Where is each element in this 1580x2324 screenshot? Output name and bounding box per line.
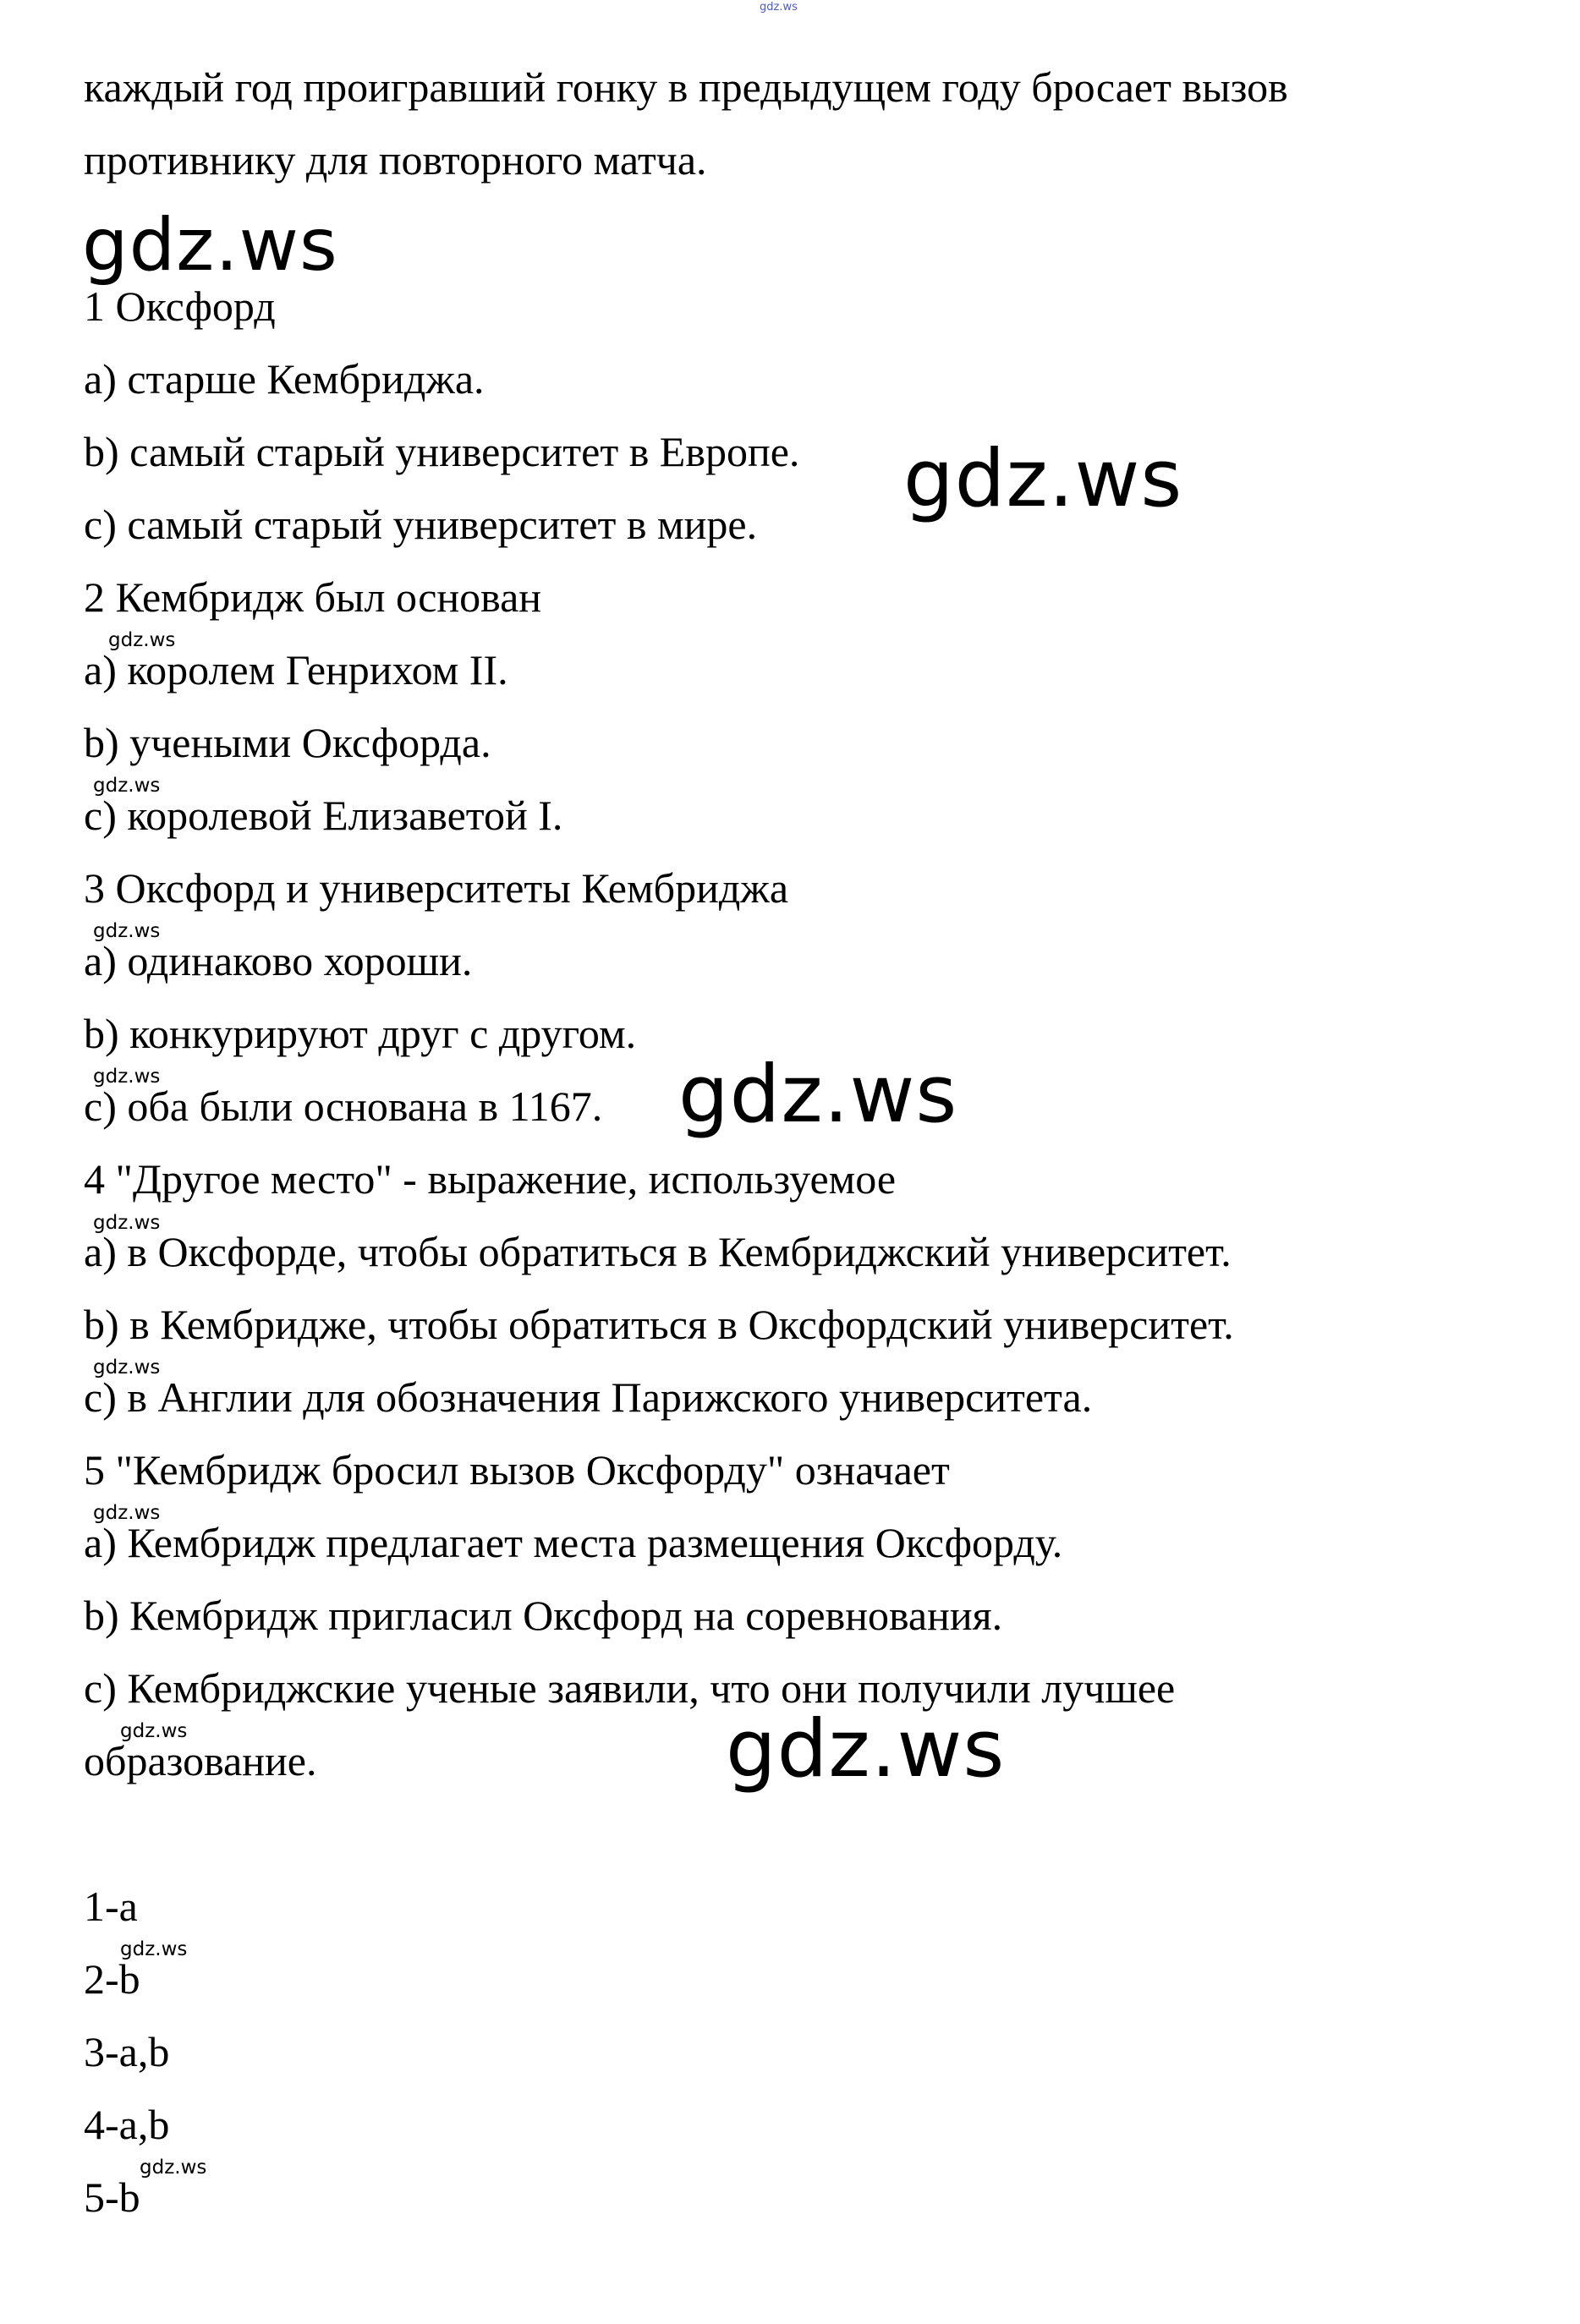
question-option: a) Кембридж предлагает места размещения Оксфорду. — [84, 1519, 1063, 1566]
watermark-small: gdz.ws — [93, 1502, 161, 1524]
question-option: c) Кембриджские ученые заявили, что они получили лучшее — [84, 1664, 1176, 1712]
question-stem: 4 "Другое место" - выражение, используемое — [84, 1155, 897, 1203]
question-option: b) самый старый университет в Европе. — [84, 428, 800, 475]
watermark-small: gdz.ws — [93, 1212, 161, 1234]
watermark-small: gdz.ws — [120, 1938, 188, 1960]
watermark-small: gdz.ws — [93, 920, 161, 942]
question-option: образование. — [84, 1737, 317, 1784]
question-stem: 1 Оксфорд — [84, 282, 276, 330]
watermark-top: gdz.ws — [760, 1, 798, 14]
question-option: a) королем Генрихом II. — [84, 646, 508, 693]
watermark-small: gdz.ws — [120, 1720, 188, 1742]
question-stem: 2 Кембридж был основан — [84, 573, 542, 621]
answer-item: 1-a — [84, 1883, 138, 1930]
answer-item: 2-b — [84, 1955, 140, 2003]
watermark-large: gdz.ws — [678, 1049, 958, 1141]
question-stem: 3 Оксфорд и университеты Кембриджа — [84, 864, 789, 912]
question-option: c) оба были основана в 1167. — [84, 1083, 603, 1130]
watermark-small: gdz.ws — [93, 1357, 161, 1379]
question-option: b) учеными Оксфорда. — [84, 719, 491, 766]
question-option: a) в Оксфорде, чтобы обратиться в Кембриджский университет. — [84, 1228, 1232, 1275]
question-option: c) самый старый университет в мире. — [84, 501, 758, 548]
question-option: a) старше Кембриджа. — [84, 355, 485, 403]
watermark-large: gdz.ws — [82, 203, 338, 288]
watermark-small: gdz.ws — [93, 1066, 161, 1088]
watermark-small: gdz.ws — [140, 2157, 207, 2179]
watermark-small: gdz.ws — [108, 629, 176, 651]
answer-item: 3-a,b — [84, 2028, 170, 2075]
question-option: b) в Кембридже, чтобы обратиться в Оксфордский университет. — [84, 1301, 1234, 1348]
watermark-small: gdz.ws — [93, 775, 161, 797]
question-option: a) одинаково хороши. — [84, 937, 473, 984]
watermark-large: gdz.ws — [726, 1703, 1006, 1795]
answer-item: 5-b — [84, 2173, 140, 2221]
question-option: c) королевой Елизаветой I. — [84, 792, 563, 839]
watermark-large: gdz.ws — [903, 433, 1183, 525]
question-option: b) Кембридж пригласил Оксфорд на соревнования. — [84, 1592, 1003, 1639]
question-stem: 5 "Кембридж бросил вызов Оксфорду" означает — [84, 1446, 950, 1494]
intro-line-1: каждый год проигравший гонку в предыдущем году бросает вызов — [84, 63, 1288, 111]
question-option: c) в Англии для обозначения Парижского университета. — [84, 1373, 1093, 1421]
answer-item: 4-a,b — [84, 2101, 170, 2148]
intro-line-2: противнику для повторного матча. — [84, 136, 707, 184]
question-option: b) конкурируют друг с другом. — [84, 1010, 637, 1057]
